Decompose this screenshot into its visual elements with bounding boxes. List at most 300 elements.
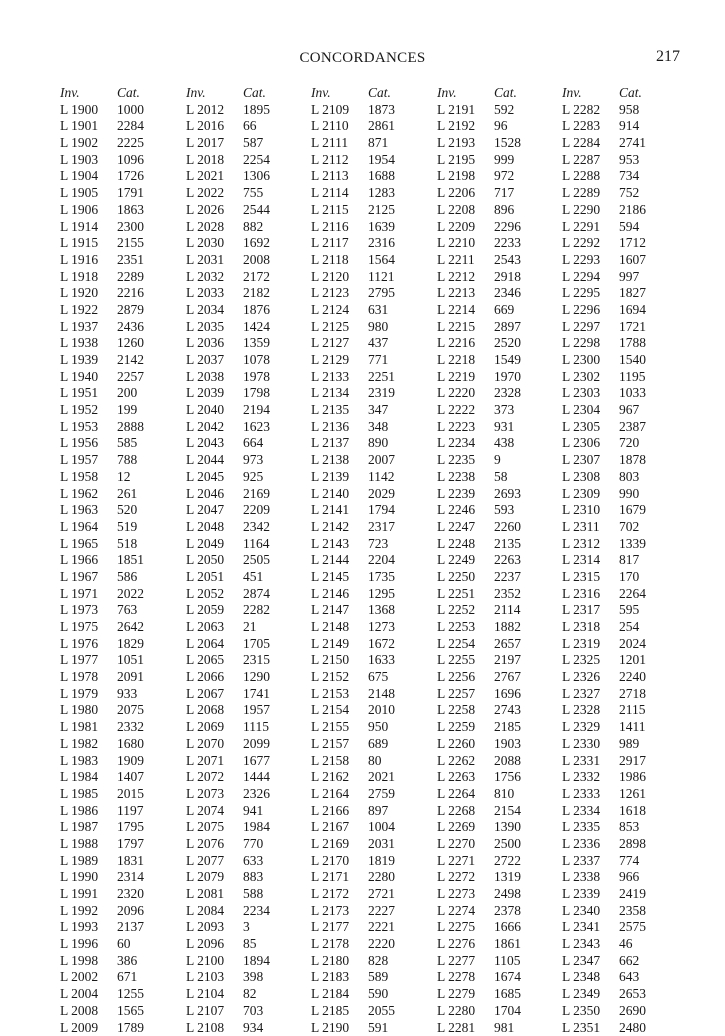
inventory-number: L 2180 xyxy=(311,953,349,970)
catalogue-number: 1827 xyxy=(619,285,646,302)
inventory-number: L 2337 xyxy=(562,853,600,870)
catalogue-number: 2240 xyxy=(619,669,646,686)
catalogue-number: 2148 xyxy=(368,686,395,703)
catalogue-number: 1273 xyxy=(368,619,395,636)
inventory-number: L 2110 xyxy=(311,118,349,135)
catalogue-number: 2227 xyxy=(368,903,395,920)
inventory-number: L 2044 xyxy=(186,452,224,469)
catalogue-number: 2114 xyxy=(494,602,521,619)
inventory-number: L 1922 xyxy=(60,302,98,319)
catalogue-number: 1882 xyxy=(494,619,521,636)
inventory-number: L 1957 xyxy=(60,452,98,469)
inventory-number: L 2238 xyxy=(437,469,475,486)
catalogue-number: 199 xyxy=(117,402,137,419)
inventory-number: L 2349 xyxy=(562,986,600,1003)
catalogue-number: 2154 xyxy=(494,803,521,820)
catalogue-number: 1260 xyxy=(117,335,144,352)
inventory-number: L 2139 xyxy=(311,469,349,486)
inventory-number: L 2195 xyxy=(437,152,475,169)
catalogue-number: 1788 xyxy=(619,335,646,352)
inventory-number: L 2147 xyxy=(311,602,349,619)
catalogue-number: 941 xyxy=(243,803,263,820)
inventory-number: L 2249 xyxy=(437,552,475,569)
inventory-number: L 1982 xyxy=(60,736,98,753)
catalogue-number: 803 xyxy=(619,469,639,486)
cat-heading: Cat. xyxy=(368,85,391,102)
inventory-number: L 2141 xyxy=(311,502,349,519)
inventory-number: L 1977 xyxy=(60,652,98,669)
inventory-number: L 2276 xyxy=(437,936,475,953)
inventory-number: L 1914 xyxy=(60,219,98,236)
inventory-number: L 2190 xyxy=(311,1020,349,1036)
catalogue-number: 2296 xyxy=(494,219,521,236)
catalogue-number: 1639 xyxy=(368,219,395,236)
catalogue-number: 671 xyxy=(117,969,137,986)
inventory-number: L 2183 xyxy=(311,969,349,986)
catalogue-number: 2918 xyxy=(494,269,521,286)
inventory-number: L 2256 xyxy=(437,669,475,686)
inventory-number: L 1967 xyxy=(60,569,98,586)
catalogue-number: 1798 xyxy=(243,385,270,402)
catalogue-number: 1201 xyxy=(619,652,646,669)
inventory-number: L 1983 xyxy=(60,753,98,770)
catalogue-number: 664 xyxy=(243,435,263,452)
inventory-number: L 2079 xyxy=(186,869,224,886)
inventory-number: L 2059 xyxy=(186,602,224,619)
catalogue-number: 997 xyxy=(619,269,639,286)
inventory-number: L 1918 xyxy=(60,269,98,286)
catalogue-number: 2642 xyxy=(117,619,144,636)
catalogue-number: 925 xyxy=(243,469,263,486)
catalogue-number: 2024 xyxy=(619,636,646,653)
catalogue-number: 1000 xyxy=(117,102,144,119)
inventory-number: L 2026 xyxy=(186,202,224,219)
catalogue-number: 2137 xyxy=(117,919,144,936)
inventory-number: L 2312 xyxy=(562,536,600,553)
catalogue-number: 1756 xyxy=(494,769,521,786)
inventory-number: L 1956 xyxy=(60,435,98,452)
inventory-number: L 2049 xyxy=(186,536,224,553)
inventory-number: L 1915 xyxy=(60,235,98,252)
inventory-number: L 1963 xyxy=(60,502,98,519)
catalogue-number: 1078 xyxy=(243,352,270,369)
catalogue-number: 2319 xyxy=(368,385,395,402)
catalogue-number: 2317 xyxy=(368,519,395,536)
inventory-number: L 1965 xyxy=(60,536,98,553)
catalogue-number: 1829 xyxy=(117,636,144,653)
catalogue-number: 1692 xyxy=(243,235,270,252)
catalogue-number: 882 xyxy=(243,219,263,236)
inventory-number: L 2033 xyxy=(186,285,224,302)
inventory-number: L 2317 xyxy=(562,602,600,619)
inventory-number: L 1962 xyxy=(60,486,98,503)
catalogue-number: 933 xyxy=(117,686,137,703)
catalogue-number: 2879 xyxy=(117,302,144,319)
inventory-number: L 2294 xyxy=(562,269,600,286)
inventory-number: L 2154 xyxy=(311,702,349,719)
inventory-number: L 2278 xyxy=(437,969,475,986)
inventory-number: L 2162 xyxy=(311,769,349,786)
inventory-number: L 2307 xyxy=(562,452,600,469)
inventory-number: L 2254 xyxy=(437,636,475,653)
inventory-number: L 1976 xyxy=(60,636,98,653)
catalogue-number: 2767 xyxy=(494,669,521,686)
catalogue-number: 1306 xyxy=(243,168,270,185)
catalogue-number: 2543 xyxy=(494,252,521,269)
catalogue-number: 703 xyxy=(243,1003,263,1020)
catalogue-number: 2575 xyxy=(619,919,646,936)
catalogue-number: 60 xyxy=(117,936,131,953)
catalogue-number: 788 xyxy=(117,452,137,469)
inventory-number: L 2304 xyxy=(562,402,600,419)
inventory-number: L 1993 xyxy=(60,919,98,936)
inventory-number: L 2108 xyxy=(186,1020,224,1036)
catalogue-number: 2194 xyxy=(243,402,270,419)
catalogue-number: 1873 xyxy=(368,102,395,119)
inventory-number: L 2002 xyxy=(60,969,98,986)
catalogue-number: 2741 xyxy=(619,135,646,152)
inventory-number: L 2277 xyxy=(437,953,475,970)
inventory-number: L 2069 xyxy=(186,719,224,736)
inventory-number: L 2145 xyxy=(311,569,349,586)
catalogue-number: 1957 xyxy=(243,702,270,719)
catalogue-number: 438 xyxy=(494,435,514,452)
inventory-number: L 2116 xyxy=(311,219,349,236)
catalogue-number: 585 xyxy=(117,435,137,452)
catalogue-number: 2091 xyxy=(117,669,144,686)
inventory-number: L 2136 xyxy=(311,419,349,436)
catalogue-number: 1633 xyxy=(368,652,395,669)
catalogue-number: 2289 xyxy=(117,269,144,286)
inventory-number: L 2212 xyxy=(437,269,475,286)
inventory-number: L 2279 xyxy=(437,986,475,1003)
inventory-number: L 2327 xyxy=(562,686,600,703)
inventory-number: L 2172 xyxy=(311,886,349,903)
inventory-number: L 1952 xyxy=(60,402,98,419)
inventory-number: L 1966 xyxy=(60,552,98,569)
catalogue-number: 1295 xyxy=(368,586,395,603)
inv-heading: Inv. xyxy=(437,85,457,102)
inventory-number: L 1902 xyxy=(60,135,98,152)
inventory-number: L 2316 xyxy=(562,586,600,603)
inventory-number: L 1981 xyxy=(60,719,98,736)
inventory-number: L 2124 xyxy=(311,302,349,319)
inventory-number: L 2144 xyxy=(311,552,349,569)
catalogue-number: 1407 xyxy=(117,769,144,786)
catalogue-number: 774 xyxy=(619,853,639,870)
catalogue-number: 2237 xyxy=(494,569,521,586)
inventory-number: L 2028 xyxy=(186,219,224,236)
inventory-number: L 2292 xyxy=(562,235,600,252)
catalogue-number: 853 xyxy=(619,819,639,836)
catalogue-number: 437 xyxy=(368,335,388,352)
inventory-number: L 2257 xyxy=(437,686,475,703)
inventory-number: L 2118 xyxy=(311,252,349,269)
inventory-number: L 1905 xyxy=(60,185,98,202)
catalogue-number: 1444 xyxy=(243,769,270,786)
inventory-number: L 2335 xyxy=(562,819,600,836)
catalogue-number: 2233 xyxy=(494,235,521,252)
catalogue-number: 1894 xyxy=(243,953,270,970)
inventory-number: L 2149 xyxy=(311,636,349,653)
catalogue-number: 1195 xyxy=(619,369,646,386)
catalogue-number: 958 xyxy=(619,102,639,119)
catalogue-number: 2169 xyxy=(243,486,270,503)
catalogue-number: 254 xyxy=(619,619,639,636)
catalogue-number: 594 xyxy=(619,219,639,236)
catalogue-number: 2225 xyxy=(117,135,144,152)
page-number: 217 xyxy=(656,48,680,66)
inventory-number: L 2340 xyxy=(562,903,600,920)
catalogue-number: 2759 xyxy=(368,786,395,803)
inventory-number: L 2331 xyxy=(562,753,600,770)
catalogue-number: 1795 xyxy=(117,819,144,836)
catalogue-number: 2419 xyxy=(619,886,646,903)
inventory-number: L 1988 xyxy=(60,836,98,853)
catalogue-number: 2260 xyxy=(494,519,521,536)
inventory-number: L 1937 xyxy=(60,319,98,336)
catalogue-number: 817 xyxy=(619,552,639,569)
catalogue-number: 1903 xyxy=(494,736,521,753)
catalogue-number: 1688 xyxy=(368,168,395,185)
catalogue-number: 1970 xyxy=(494,369,521,386)
inventory-number: L 2036 xyxy=(186,335,224,352)
inventory-number: L 2107 xyxy=(186,1003,224,1020)
inventory-number: L 1978 xyxy=(60,669,98,686)
catalogue-number: 2029 xyxy=(368,486,395,503)
catalogue-number: 12 xyxy=(117,469,131,486)
catalogue-number: 1607 xyxy=(619,252,646,269)
inventory-number: L 2052 xyxy=(186,586,224,603)
inventory-number: L 2081 xyxy=(186,886,224,903)
inventory-number: L 1964 xyxy=(60,519,98,536)
inv-heading: Inv. xyxy=(60,85,80,102)
catalogue-number: 914 xyxy=(619,118,639,135)
inventory-number: L 2280 xyxy=(437,1003,475,1020)
inventory-number: L 2193 xyxy=(437,135,475,152)
catalogue-number: 810 xyxy=(494,786,514,803)
inventory-number: L 2076 xyxy=(186,836,224,853)
catalogue-number: 1954 xyxy=(368,152,395,169)
catalogue-number: 1359 xyxy=(243,335,270,352)
catalogue-number: 1672 xyxy=(368,636,395,653)
inventory-number: L 2269 xyxy=(437,819,475,836)
inventory-number: L 2306 xyxy=(562,435,600,452)
inventory-number: L 2350 xyxy=(562,1003,600,1020)
catalogue-number: 518 xyxy=(117,536,137,553)
inventory-number: L 2032 xyxy=(186,269,224,286)
catalogue-number: 1564 xyxy=(368,252,395,269)
inventory-number: L 2208 xyxy=(437,202,475,219)
inventory-number: L 2070 xyxy=(186,736,224,753)
catalogue-number: 1051 xyxy=(117,652,144,669)
inventory-number: L 2173 xyxy=(311,903,349,920)
inventory-number: L 2332 xyxy=(562,769,600,786)
inventory-number: L 2325 xyxy=(562,652,600,669)
inventory-number: L 1998 xyxy=(60,953,98,970)
catalogue-number: 347 xyxy=(368,402,388,419)
inventory-number: L 2218 xyxy=(437,352,475,369)
inventory-number: L 2211 xyxy=(437,252,475,269)
catalogue-number: 2280 xyxy=(368,869,395,886)
inventory-number: L 2063 xyxy=(186,619,224,636)
inventory-number: L 2051 xyxy=(186,569,224,586)
catalogue-number: 972 xyxy=(494,168,514,185)
catalogue-number: 2743 xyxy=(494,702,521,719)
inventory-number: L 2253 xyxy=(437,619,475,636)
catalogue-number: 755 xyxy=(243,185,263,202)
inventory-number: L 2031 xyxy=(186,252,224,269)
inventory-number: L 2291 xyxy=(562,219,600,236)
inventory-number: L 2035 xyxy=(186,319,224,336)
inventory-number: L 2347 xyxy=(562,953,600,970)
inventory-number: L 1951 xyxy=(60,385,98,402)
inventory-number: L 1903 xyxy=(60,152,98,169)
inventory-number: L 2209 xyxy=(437,219,475,236)
inventory-number: L 2215 xyxy=(437,319,475,336)
catalogue-number: 82 xyxy=(243,986,257,1003)
catalogue-number: 2722 xyxy=(494,853,521,870)
catalogue-number: 586 xyxy=(117,569,137,586)
inventory-number: L 2137 xyxy=(311,435,349,452)
catalogue-number: 723 xyxy=(368,536,388,553)
inventory-number: L 2142 xyxy=(311,519,349,536)
catalogue-number: 1142 xyxy=(368,469,395,486)
inventory-number: L 2329 xyxy=(562,719,600,736)
inventory-number: L 1973 xyxy=(60,602,98,619)
catalogue-number: 1677 xyxy=(243,753,270,770)
catalogue-number: 2328 xyxy=(494,385,521,402)
catalogue-number: 896 xyxy=(494,202,514,219)
inventory-number: L 2298 xyxy=(562,335,600,352)
inventory-number: L 2270 xyxy=(437,836,475,853)
inventory-number: L 1900 xyxy=(60,102,98,119)
inventory-number: L 1991 xyxy=(60,886,98,903)
inventory-number: L 2047 xyxy=(186,502,224,519)
catalogue-number: 2718 xyxy=(619,686,646,703)
inventory-number: L 2287 xyxy=(562,152,600,169)
catalogue-number: 1721 xyxy=(619,319,646,336)
catalogue-number: 1878 xyxy=(619,452,646,469)
running-header-title: CONCORDANCES xyxy=(0,50,725,67)
inventory-number: L 2065 xyxy=(186,652,224,669)
inventory-number: L 2305 xyxy=(562,419,600,436)
inventory-number: L 2251 xyxy=(437,586,475,603)
catalogue-number: 1105 xyxy=(494,953,521,970)
inventory-number: L 2239 xyxy=(437,486,475,503)
inventory-number: L 2210 xyxy=(437,235,475,252)
inventory-number: L 1990 xyxy=(60,869,98,886)
inventory-number: L 2338 xyxy=(562,869,600,886)
catalogue-number: 883 xyxy=(243,869,263,886)
catalogue-number: 717 xyxy=(494,185,514,202)
catalogue-number: 2436 xyxy=(117,319,144,336)
catalogue-number: 643 xyxy=(619,969,639,986)
catalogue-number: 1339 xyxy=(619,536,646,553)
inventory-number: L 2075 xyxy=(186,819,224,836)
catalogue-number: 2544 xyxy=(243,202,270,219)
catalogue-number: 1290 xyxy=(243,669,270,686)
inventory-number: L 2206 xyxy=(437,185,475,202)
catalogue-number: 2234 xyxy=(243,903,270,920)
catalogue-number: 398 xyxy=(243,969,263,986)
inventory-number: L 2296 xyxy=(562,302,600,319)
catalogue-number: 720 xyxy=(619,435,639,452)
catalogue-number: 589 xyxy=(368,969,388,986)
inventory-number: L 2219 xyxy=(437,369,475,386)
catalogue-number: 2008 xyxy=(243,252,270,269)
catalogue-number: 2115 xyxy=(619,702,646,719)
catalogue-number: 595 xyxy=(619,602,639,619)
catalogue-number: 2197 xyxy=(494,652,521,669)
catalogue-number: 1680 xyxy=(117,736,144,753)
catalogue-number: 2010 xyxy=(368,702,395,719)
catalogue-number: 2874 xyxy=(243,586,270,603)
catalogue-number: 2500 xyxy=(494,836,521,853)
catalogue-number: 1411 xyxy=(619,719,646,736)
catalogue-number: 2342 xyxy=(243,519,270,536)
inventory-number: L 2315 xyxy=(562,569,600,586)
catalogue-number: 1565 xyxy=(117,1003,144,1020)
catalogue-number: 1741 xyxy=(243,686,270,703)
inventory-number: L 2302 xyxy=(562,369,600,386)
catalogue-number: 999 xyxy=(494,152,514,169)
inventory-number: L 2117 xyxy=(311,235,349,252)
catalogue-number: 2387 xyxy=(619,419,646,436)
inventory-number: L 2153 xyxy=(311,686,349,703)
inventory-number: L 2192 xyxy=(437,118,475,135)
catalogue-number: 1096 xyxy=(117,152,144,169)
catalogue-number: 1694 xyxy=(619,302,646,319)
catalogue-number: 2314 xyxy=(117,869,144,886)
catalogue-number: 981 xyxy=(494,1020,514,1036)
inventory-number: L 2050 xyxy=(186,552,224,569)
inventory-number: L 2348 xyxy=(562,969,600,986)
catalogue-number: 980 xyxy=(368,319,388,336)
inventory-number: L 2297 xyxy=(562,319,600,336)
inventory-number: L 2152 xyxy=(311,669,349,686)
catalogue-number: 771 xyxy=(368,352,388,369)
inventory-number: L 2109 xyxy=(311,102,349,119)
inventory-number: L 2171 xyxy=(311,869,349,886)
inventory-number: L 2336 xyxy=(562,836,600,853)
inventory-number: L 2046 xyxy=(186,486,224,503)
inventory-number: L 2284 xyxy=(562,135,600,152)
inventory-number: L 2290 xyxy=(562,202,600,219)
catalogue-number: 2897 xyxy=(494,319,521,336)
catalogue-number: 2282 xyxy=(243,602,270,619)
catalogue-number: 170 xyxy=(619,569,639,586)
catalogue-number: 386 xyxy=(117,953,137,970)
catalogue-number: 2505 xyxy=(243,552,270,569)
catalogue-number: 1705 xyxy=(243,636,270,653)
catalogue-number: 973 xyxy=(243,452,263,469)
inventory-number: L 2264 xyxy=(437,786,475,803)
catalogue-number: 2185 xyxy=(494,719,521,736)
inventory-number: L 2111 xyxy=(311,135,348,152)
catalogue-number: 2378 xyxy=(494,903,521,920)
catalogue-number: 2284 xyxy=(117,118,144,135)
catalogue-number: 2326 xyxy=(243,786,270,803)
inventory-number: L 2039 xyxy=(186,385,224,402)
catalogue-number: 85 xyxy=(243,936,257,953)
inventory-number: L 1979 xyxy=(60,686,98,703)
inventory-number: L 2103 xyxy=(186,969,224,986)
inventory-number: L 2282 xyxy=(562,102,600,119)
inventory-number: L 2104 xyxy=(186,986,224,1003)
inventory-number: L 2326 xyxy=(562,669,600,686)
catalogue-number: 931 xyxy=(494,419,514,436)
